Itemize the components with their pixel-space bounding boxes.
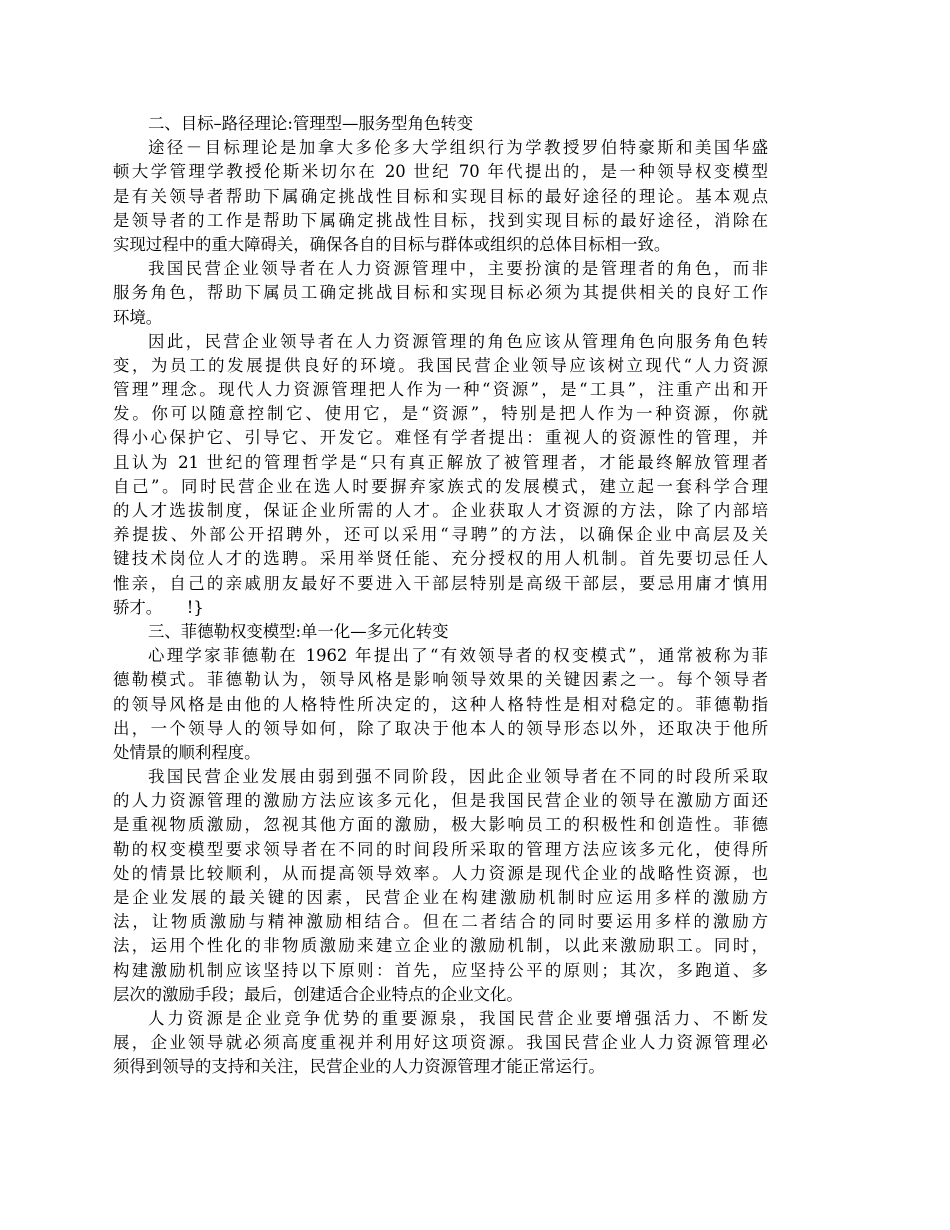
text-line: 我国民营企业发展由弱到强不同阶段，因此企业领导者在不同的时段所采取 [148, 767, 768, 787]
text-line: 养提拔、外部公开招聘外，还可以采用“寻聘”的方法，以确保企业中高层及关 [113, 525, 768, 545]
text-line: 的人才选拔制度，保证企业所需的人才。企业获取人才资源的方法，除了内部培 [113, 501, 768, 520]
text-line: 法，让物质激励与精神激励相结合。但在二者结合的同时要运用多样的激励方 [113, 912, 768, 932]
text-line: 展，企业领导就必须高度重视并利用好这项资源。我国民营企业人力资源管理必 [113, 1033, 768, 1053]
text-line: 法，运用个性化的非物质激励来建立企业的激励机制，以此来激励职工。同时， [113, 936, 768, 956]
text-line: 勒的权变模型要求领导者在不同的时间段所采取的管理方法应该多元化，使得所 [113, 839, 768, 859]
text-line: 骄才。 !} [113, 597, 204, 617]
text-line: 是企业发展的最关键的因素，民营企业在构建激励机制时应运用多样的激励方 [113, 888, 768, 907]
text-line: 人力资源是企业竞争优势的重要源泉，我国民营企业要增强活力、不断发 [148, 1008, 768, 1028]
text-line: 须得到领导的支持和关注，民营企业的人力资源管理才能正常运行。 [113, 1057, 605, 1077]
document-page [113, 112, 768, 1080]
text-line: 惟亲，自己的亲戚朋友最好不要进入干部层特别是高级干部层，要忌用庸才慎用 [113, 573, 768, 593]
text-line: 得小心保护它、引导它、开发它。难怪有学者提出：重视人的资源性的管理，并 [113, 428, 768, 448]
text-line: 处情景的顺利程度。 [113, 742, 261, 762]
text-line: 心理学家菲德勒在 1962 年提出了“有效领导者的权变模式”，通常被称为菲 [148, 646, 768, 666]
text-line: 顿大学管理学教授伦斯米切尔在 20 世纪 70 年代提出的，是一种领导权变模型 [113, 162, 768, 182]
text-line: 层次的激励手段；最后，创建适合企业特点的企业文化。 [113, 984, 523, 1004]
text-line: 且认为 21 世纪的管理哲学是“只有真正解放了被管理者，才能最终解放管理者 [113, 452, 768, 472]
text-line: 处的情景比较顺利，从而提高领导效率。人力资源是现代企业的战略性资源，也 [113, 863, 768, 883]
text-line: 发。你可以随意控制它、使用它，是“资源”，特别是把人作为一种资源，你就 [113, 404, 768, 424]
text-line: 自己”。同时民营企业在选人时要摒弃家族式的发展模式，建立起一套科学合理 [113, 476, 768, 496]
text-line: 构建激励机制应该坚持以下原则：首先，应坚持公平的原则；其次，多跑道、多 [113, 960, 768, 980]
text-line: 因此，民营企业领导者在人力资源管理的角色应该从管理角色向服务角色转 [148, 331, 768, 351]
text-line: 德勒模式。菲德勒认为，领导风格是影响领导效果的关键因素之一。每个领导者 [113, 670, 768, 690]
text-line: 我国民营企业领导者在人力资源管理中，主要扮演的是管理者的角色，而非 [148, 259, 768, 279]
text-line: 三、菲德勒权变模型:单一化—多元化转变 [148, 621, 449, 641]
text-line: 实现过程中的重大障碍关，确保各自的目标与群体或组织的总体目标相一致。 [113, 234, 671, 254]
text-line: 服务角色，帮助下属员工确定挑战目标和实现目标必须为其提供相关的良好工作 [113, 283, 768, 303]
text-line: 是重视物质激励，忽视其他方面的激励，极大影响员工的积极性和创造性。菲德 [113, 815, 768, 835]
text-line: 变，为员工的发展提供良好的环境。我国民营企业领导应该树立现代“人力资源 [113, 355, 768, 375]
text-line: 二、目标–路径理论:管理型—服务型角色转变 [148, 114, 474, 133]
text-line: 是领导者的工作是帮助下属确定挑战性目标，找到实现目标的最好途径，消除在 [113, 210, 768, 230]
text-line: 环境。 [113, 307, 163, 327]
text-line: 的人力资源管理的激励方法应该多元化，但是我国民营企业的领导在激励方面还 [113, 791, 768, 811]
text-line: 是有关领导者帮助下属确定挑战性目标和实现目标的最好途径的理论。基本观点 [113, 186, 768, 206]
text-line: 出，一个领导人的领导如何，除了取决于他本人的领导形态以外，还取决于他所 [113, 718, 768, 738]
text-line: 途径－目标理论是加拿大多伦多大学组织行为学教授罗伯特豪斯和美国华盛 [148, 138, 768, 158]
text-line: 的领导风格是由他的人格特性所决定的，这种人格特性是相对稳定的。菲德勒指 [113, 694, 768, 714]
text-line: 管理”理念。现代人力资源管理把人作为一种“资源”，是“工具”，注重产出和开 [113, 380, 768, 400]
text-line: 键技术岗位人才的选聘。采用举贤任能、充分授权的用人机制。首先要切忌任人 [113, 549, 768, 569]
